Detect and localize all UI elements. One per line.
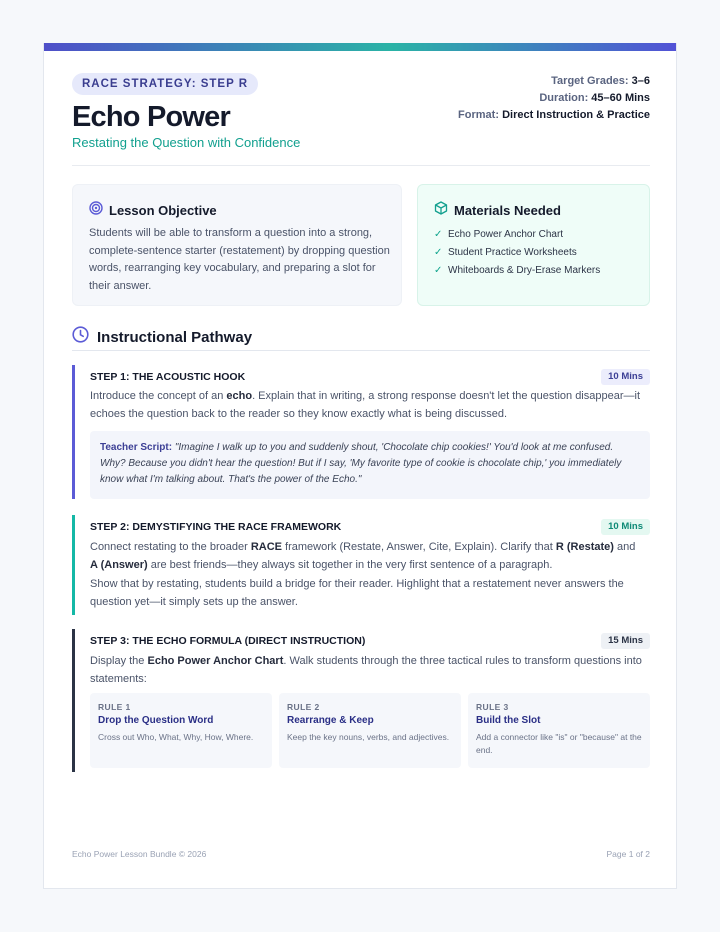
page-number: Page 1 of 2	[606, 849, 650, 859]
rule-description: Cross out Who, What, Why, How, Where.	[98, 732, 254, 742]
text-run: Connect restating to the broader	[90, 541, 251, 553]
meta-key: Duration:	[539, 92, 589, 104]
emphasis: A (Answer)	[90, 558, 148, 571]
check-icon: ✓	[434, 246, 443, 258]
meta-format	[458, 107, 650, 124]
emphasis: echo	[226, 390, 253, 402]
page-subtitle: Restating the Question with Confidence	[72, 135, 301, 150]
rule-number: RULE 1	[98, 702, 131, 712]
rule-card	[468, 693, 650, 768]
meta-value: 45–60 Mins	[591, 92, 650, 104]
top-accent-bar	[44, 43, 676, 51]
page-title: Echo Power	[72, 101, 230, 133]
rules-grid	[90, 693, 650, 768]
list-item	[434, 243, 600, 261]
text-run: . Walk students through the three tactical rules to transform questions into statements:	[90, 655, 642, 685]
duration-badge: 15 Mins	[601, 633, 650, 649]
emphasis: RACE	[250, 541, 282, 553]
divider	[72, 165, 650, 166]
rule-name: Drop the Question Word	[98, 715, 214, 726]
page-header	[72, 73, 650, 165]
objective-text: Students will be able to transform a question into a strong, complete-sentence starter (restatement) by dropping question words, rearranging key vocabulary, and preparing a slot for their answer.	[89, 227, 390, 292]
step-description-2: Show that by restating, students build a bridge for their reader. Highlight that a restatement never answers the question yet—it simply sets up the answer.	[90, 578, 624, 608]
rule-description: Keep the key nouns, verbs, and adjectives.	[287, 732, 450, 742]
lesson-page	[43, 43, 677, 889]
meta-duration	[458, 90, 650, 107]
list-item	[434, 261, 600, 279]
meta-value: Direct Instruction & Practice	[502, 109, 650, 121]
footer-copyright: Echo Power Lesson Bundle © 2026	[72, 849, 207, 859]
duration-badge: 10 Mins	[601, 369, 650, 385]
materials-heading: Materials Needed	[454, 203, 561, 218]
objective-card	[72, 184, 402, 306]
target-icon	[89, 201, 103, 220]
step-1	[72, 365, 650, 499]
objective-header	[89, 201, 217, 220]
box-icon	[434, 201, 448, 220]
material-label: Whiteboards & Dry-Erase Markers	[448, 264, 601, 276]
page-footer	[72, 849, 650, 859]
step-description	[90, 388, 645, 423]
materials-list	[434, 225, 600, 279]
list-item	[434, 225, 600, 243]
text-run: and	[613, 541, 636, 553]
materials-card	[417, 184, 650, 306]
step-accent-bar	[72, 515, 75, 615]
text-run: . Explain that in writing, a strong response doesn't let the question disappear—it echoes the question back to the reader so they know exactly what is being discussed.	[90, 390, 641, 420]
emphasis: Echo Power Anchor Chart	[147, 655, 284, 667]
text-run: framework (Restate, Answer, Cite, Explain). Clarify that	[282, 541, 556, 553]
rule-number: RULE 2	[287, 702, 320, 712]
check-icon: ✓	[434, 228, 443, 240]
meta-key: Format:	[458, 109, 499, 121]
rule-number: RULE 3	[476, 702, 509, 712]
duration-badge: 10 Mins	[601, 519, 650, 535]
lesson-meta	[458, 73, 650, 124]
clock-icon	[72, 326, 89, 348]
rule-name: Rearrange & Keep	[287, 715, 374, 726]
step-accent-bar	[72, 629, 75, 772]
script-label: Teacher Script:	[100, 442, 173, 453]
script-text: "Imagine I walk up to you and suddenly shout, 'Chocolate chip cookies!' You'd look at me confused. Why? Because you didn't hear the question! But if I say, 'My favorite type of cookie is chocolate chip,' you immediately know what I'm talking about. That's the power of the Echo."	[100, 442, 622, 485]
text-run: are best friends—they always sit together in the very first sentence of a paragraph.	[147, 558, 553, 571]
material-label: Echo Power Anchor Chart	[448, 228, 564, 240]
rule-card	[90, 693, 272, 768]
step-accent-bar	[72, 365, 75, 499]
step-title: STEP 1: THE ACOUSTIC HOOK	[90, 371, 246, 383]
rule-card	[279, 693, 461, 768]
step-3	[72, 629, 650, 772]
rule-name: Build the Slot	[476, 715, 541, 726]
check-icon: ✓	[434, 264, 443, 276]
step-title: STEP 2: DEMYSTIFYING THE RACE FRAMEWORK	[90, 521, 342, 533]
strategy-badge: RACE STRATEGY: STEP R	[72, 73, 258, 95]
objective-heading: Lesson Objective	[109, 203, 217, 218]
pathway-heading: Instructional Pathway	[97, 328, 253, 346]
materials-header	[434, 201, 561, 220]
divider	[72, 350, 650, 351]
text-run: Introduce the concept of an	[90, 390, 227, 402]
step-description	[90, 539, 645, 574]
step-description	[90, 653, 645, 688]
meta-grades	[458, 73, 650, 90]
pathway-header	[72, 326, 252, 348]
step-2	[72, 515, 650, 615]
teacher-script	[90, 431, 650, 499]
material-label: Student Practice Worksheets	[448, 246, 577, 258]
step-title: STEP 3: THE ECHO FORMULA (DIRECT INSTRUCTION)	[90, 635, 366, 647]
text-run: Display the	[90, 655, 148, 667]
emphasis: R (Restate)	[555, 541, 614, 553]
meta-value: 3–6	[631, 75, 650, 87]
rule-description: Add a connector like "is" or "because" at the end.	[476, 732, 642, 755]
meta-key: Target Grades:	[551, 75, 629, 87]
